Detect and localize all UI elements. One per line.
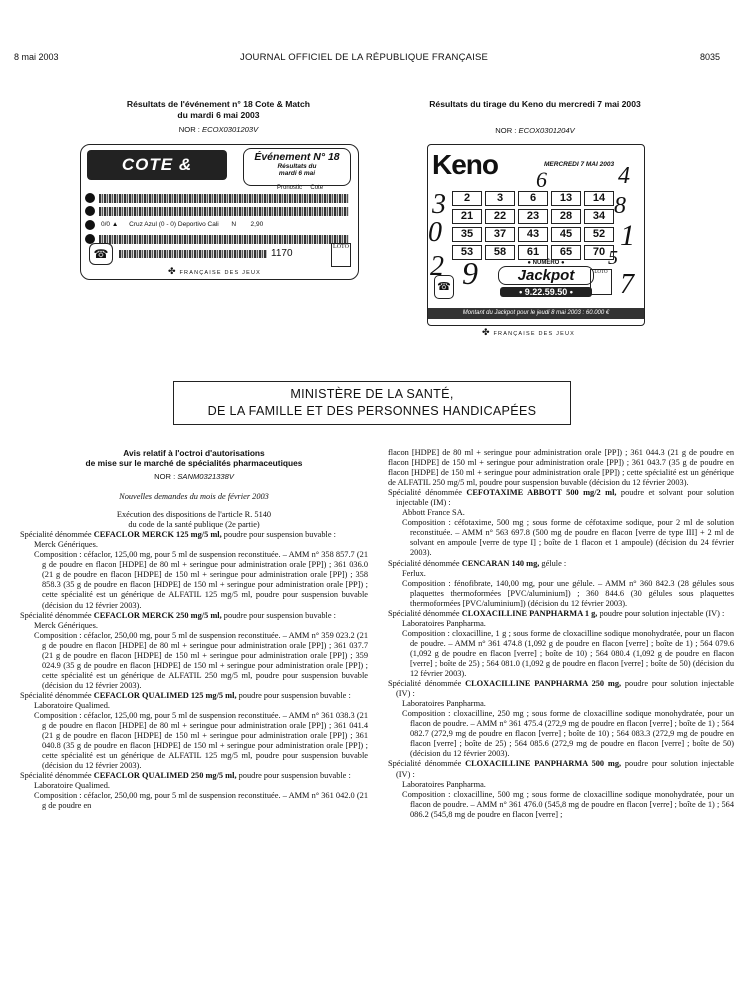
results-label: Résultats du — [277, 163, 317, 170]
clover-icon: ✤ — [168, 266, 177, 276]
loto-label: LOTO — [333, 244, 349, 250]
phone-icon: ☎ — [89, 243, 113, 265]
loto-label: LOTO — [594, 270, 608, 275]
keno-number: 3 — [485, 191, 515, 206]
keno-number: 58 — [485, 245, 515, 260]
specialty-form: poudre pour suspension buvable : — [221, 530, 336, 540]
jackpot-number: • 9.22.59.50 • — [500, 287, 592, 297]
specialty-heading — [20, 611, 368, 621]
keno-heading — [397, 99, 673, 135]
bullet-icon — [85, 220, 95, 230]
specialty-form: gélule : — [539, 558, 567, 568]
specialty-name: CEFACLOR QUALIMED 125 mg/5 ml, — [93, 690, 237, 700]
specialty-heading — [388, 759, 734, 779]
keno-ticket — [427, 144, 645, 326]
loto-box — [590, 269, 612, 295]
composition-text: Composition : cloxacilline, 500 mg ; sous forme de cloxacilline sodique monohydratée, pour un flacon de poudre. – AMM n° 361 476.0 (545,8 mg de poudre en flacon [verre] ; boîte de 1) ; 564 086.2 (545,8 mg de poudre en flacon [verre] ; — [402, 789, 734, 819]
jackpot-amount: Montant du Jackpot pour le jeudi 8 mai 2003 : 60.000 € — [428, 308, 644, 319]
row-code: 0/0 ▲ — [101, 221, 119, 228]
cote-match-heading — [80, 99, 357, 134]
fdj-brand-keno — [482, 327, 575, 338]
specialty-form: poudre pour solution injectable (IV) : — [396, 679, 734, 699]
laboratory-name: Laboratoires Panpharma. — [402, 618, 486, 628]
specialty-prefix: Spécialité dénommée — [388, 679, 466, 689]
column-headers — [277, 185, 323, 191]
deco-digit: 5 — [608, 247, 618, 269]
fdj-brand-cm — [168, 266, 261, 277]
deco-digit: 3 — [432, 189, 446, 220]
keno-title: Résultats du tirage du Keno du mercredi 7 mai 2003 — [429, 99, 641, 109]
header-date: 8 mai 2003 — [14, 52, 59, 62]
brand-text: FRANÇAISE DES JEUX — [493, 331, 575, 337]
right-column — [388, 448, 734, 820]
keno-number: 2 — [452, 191, 482, 206]
avis-title-2: de mise sur le marché de spécialités pharmaceutiques — [85, 458, 303, 468]
keno-number: 65 — [551, 245, 581, 260]
deco-digit: 0 — [428, 217, 442, 248]
keno-logo: Keno — [432, 149, 498, 180]
ministry-banner — [173, 381, 571, 425]
right-body — [388, 448, 734, 820]
specialty-heading — [388, 559, 734, 569]
specialty-form: poudre pour suspension buvable : — [236, 690, 351, 700]
avis-subtitle: Nouvelles demandes du mois de février 2003 — [119, 492, 269, 502]
specialty-prefix: Spécialité dénommée — [388, 759, 466, 769]
composition-text: Composition : céfotaxime, 500 mg ; sous forme de céfotaxime sodique, pour 2 ml de solution reconstituée. – AMM n° 563 697.8 (500 mg de poudre en flacon [verre de type III] + 2 ml de solvant en ampoule [verre de type I] ; boîte de 1 flacon et 1 ampoule) (décision du 24 février 2003). — [402, 518, 734, 558]
col-cote: Cote — [310, 185, 324, 191]
col-pronostic: Pronostic — [277, 185, 303, 191]
composition-text: Composition : céfaclor, 125,00 mg, pour 5 ml de suspension reconstituée. – AMM n° 358 857.7 (21 g de poudre en flacon [HDPE] de 80 ml + seringue pour administration orale [PP]) ; 361 036.0 (21 g de poudre en flacon [HDPE] de 150 ml + seringue pour administration orale [PP]) ; 358 858.3 (35 g de poudre en flacon [HDPE] de 150 ml + seringue pour administration orale [PP]) ; cette spécialité est un générique de ALFATIL 125 mg/5 ml, poudre pour suspension buvable (décision du 12 février 2003). — [34, 550, 368, 610]
phone-icon: ☎ — [434, 275, 454, 299]
clover-icon: ✤ — [482, 327, 491, 337]
specialty-heading — [20, 771, 368, 781]
specialty-name: CEFACLOR MERCK 250 mg/5 ml, — [93, 610, 222, 620]
specialty-form: poudre pour solution injectable (IV) : — [396, 759, 734, 779]
keno-number: 21 — [452, 209, 482, 224]
row-match: Cruz Azul (0 - 0) Deportivo Cali — [129, 221, 219, 228]
bullet-icon — [85, 193, 95, 203]
laboratory-name: Merck Génériques. — [34, 540, 98, 550]
composition-text: Composition : céfaclor, 125,00 mg, pour 5 ml de suspension reconstituée. – AMM n° 361 038.3 (21 g de poudre en flacon [HDPE] de 80 ml + seringue pour administration orale [PP]) ; 361 041.4 (21 g de poudre en flacon [HDPE] de 150 ml + seringue pour administration orale [PP]) ; 361 040.8 (35 g de poudre en flacon [HDPE] de 150 ml + seringue pour administration orale [PP]) ; cette spécialité est un générique de ALFATIL 125 mg/5 ml, poudre pour suspension buvable (décision du 12 février 2003). — [34, 711, 368, 771]
composition-text: Composition : fénofibrate, 140,00 mg, pour une gélule. – AMM n° 360 842.3 (28 gélules sous plaquettes thermoformées [PVC/aluminium]) ; 360 844.6 (30 gélules sous plaquettes thermoformées [PVC/aluminium]) (décision du 12 février 2003). — [402, 578, 734, 608]
specialty-name: CLOXACILLINE PANPHARMA 1 g, — [461, 608, 598, 618]
laboratory-name: Laboratoires Panpharma. — [402, 779, 486, 789]
specialty-form: poudre pour suspension buvable : — [221, 610, 336, 620]
keno-date: MERCREDI 7 MAI 2003 — [544, 161, 615, 168]
avis-title-1: Avis relatif à l'octroi d'autorisations — [123, 448, 265, 458]
bullet-icon — [85, 206, 95, 216]
laboratory-name: Ferlux. — [402, 568, 426, 578]
keno-number: 43 — [518, 227, 548, 242]
specialty-prefix: Spécialité dénommée — [20, 690, 94, 700]
keno-nor — [397, 126, 673, 135]
specialty-prefix: Spécialité dénommée — [388, 488, 467, 498]
page-number: 8035 — [700, 52, 721, 62]
deco-digit: 9 — [462, 255, 478, 291]
composition-text: Composition : cloxacilline, 1 g ; sous forme de cloxacilline sodique monohydratée, pour un flacon de poudre. – AMM n° 361 474.8 (1,092 g de poudre en flacon [verre] ; boîte de 1) ; 564 079.6 (1,092 g de poudre en flacon [verre] ; boîte de 10) ; 564 080.4 (1,092 g de poudre en flacon [verre] ; boîte de 25) ; 564 081.0 (1,092 g de poudre en flacon [verre] ; boîte de 50) (décision du 12 février 2003). — [402, 628, 734, 679]
laboratory-name: Laboratoire Qualimed. — [34, 781, 110, 791]
event-code: 1170 — [271, 248, 293, 259]
cote-match-nor — [80, 125, 357, 134]
laboratory-name: Merck Génériques. — [34, 620, 98, 630]
redacted-row — [99, 207, 349, 216]
avis-nor — [20, 472, 368, 482]
specialty-name: CLOXACILLINE PANPHARMA 500 mg, — [465, 759, 622, 769]
specialty-name: CENCARAN 140 mg, — [461, 558, 540, 568]
cote-match-title-1: Résultats de l'événement n° 18 Cote & Match — [126, 99, 311, 109]
jackpot-word: Jackpot — [498, 266, 594, 285]
laboratory-name: Laboratoire Qualimed. — [34, 700, 110, 710]
deco-digit: 1 — [620, 219, 635, 252]
row-prono: N — [231, 221, 237, 228]
deco-digit: 6 — [536, 167, 547, 192]
specialty-heading — [20, 691, 368, 701]
nor-code: SANM0321338V — [177, 472, 234, 481]
laboratory-name: Abbott France SA. — [402, 508, 465, 518]
keno-number: 34 — [584, 209, 614, 224]
redacted-row — [99, 194, 349, 203]
deco-digit: 7 — [620, 269, 634, 300]
cote-match-logo: COTE & — [87, 150, 227, 180]
specialty-name: CEFACLOR MERCK 125 mg/5 ml, — [93, 530, 222, 540]
keno-number: 61 — [518, 245, 548, 260]
specialty-heading — [388, 679, 734, 699]
keno-number: 52 — [584, 227, 614, 242]
keno-number-grid — [452, 191, 614, 260]
specialty-prefix: Spécialité dénommée — [388, 558, 462, 568]
deco-digit: 4 — [618, 163, 630, 189]
keno-number: 23 — [518, 209, 548, 224]
keno-number: 35 — [452, 227, 482, 242]
cote-match-ticket — [80, 144, 359, 280]
event-number: Événement N° 18 — [254, 151, 340, 163]
specialty-form: poudre et solvant pour solution injectable (IM) : — [396, 488, 735, 508]
specialty-prefix: Spécialité dénommée — [20, 771, 94, 781]
keno-number: 14 — [584, 191, 614, 206]
journal-title: JOURNAL OFFICIEL DE LA RÉPUBLIQUE FRANÇAISE — [240, 52, 489, 63]
specialty-form: poudre pour suspension buvable : — [236, 771, 351, 781]
nor-code: ECOX0301203V — [202, 125, 259, 134]
row-cote: 2,90 — [250, 221, 264, 228]
keno-number: 37 — [485, 227, 515, 242]
deco-digit: 2 — [430, 251, 444, 282]
specialty-heading — [388, 609, 734, 619]
nor-label: NOR : — [178, 125, 200, 134]
specialty-form: poudre pour solution injectable (IV) : — [597, 608, 725, 618]
exec-line-1: Exécution des dispositions de l'article R. 5140 — [116, 510, 272, 520]
results-date: mardi 6 mai — [278, 170, 316, 177]
keno-number: 22 — [485, 209, 515, 224]
nor-code: ECOX0301204V — [518, 125, 575, 135]
composition-text: Composition : céfaclor, 250,00 mg, pour 5 ml de suspension reconstituée. – AMM n° 359 023.2 (21 g de poudre en flacon [HDPE] de 80 ml + seringue pour administration orale [PP]) ; 361 037.7 (21 g de poudre en flacon [HDPE] de 150 ml + seringue pour administration orale [PP]) ; 359 024.9 (35 g de poudre en flacon [HDPE] de 150 ml + seringue pour administration orale [PP]) ; cette spécialité est un générique de ALFATIL 250 mg/5 ml, poudre pour suspension buvable (décision du 12 février 2003). — [34, 630, 368, 690]
ministry-line-1: MINISTÈRE DE LA SANTÉ, — [290, 387, 454, 401]
cote-match-title-2: du mardi 6 mai 2003 — [177, 109, 260, 120]
keno-number: 70 — [584, 245, 614, 260]
specialty-prefix: Spécialité dénommée — [20, 530, 94, 540]
deco-digit: 8 — [614, 193, 626, 219]
result-row — [101, 221, 263, 228]
nor-label: NOR : — [154, 472, 176, 481]
numero-label: ● NUMÉRO ● — [527, 260, 565, 266]
left-body — [20, 530, 368, 811]
jackpot-box — [486, 260, 606, 310]
composition-text: Composition : céfaclor, 250,00 mg, pour 5 ml de suspension reconstituée. – AMM n° 361 042.0 (21 g de poudre en — [34, 791, 368, 811]
nor-label: NOR : — [495, 125, 517, 135]
event-box — [243, 148, 351, 186]
ministry-line-2: DE LA FAMILLE ET DES PERSONNES HANDICAPÉES — [207, 404, 537, 418]
laboratory-name: Laboratoires Panpharma. — [402, 699, 486, 709]
loto-box — [331, 243, 351, 267]
composition-text: Composition : cloxacilline, 250 mg ; sous forme de cloxacilline sodique monohydratée, pour un flacon de poudre. – AMM n° 361 475.4 (272,9 mg de poudre en flacon [verre] ; boîte de 1) ; 564 082.7 (272,9 mg de poudre en flacon [verre] ; boîte de 10) ; 564 083.3 (272,9 mg de poudre en flacon [verre] ; boîte de 25) ; 564 085.6 (272,9 mg de poudre en flacon [verre] ; boîte de 50) (décision du 12 février 2003). — [402, 709, 734, 759]
specialty-name: CLOXACILLINE PANPHARMA 250 mg, — [465, 679, 622, 689]
specialty-name: CEFOTAXIME ABBOTT 500 mg/2 ml, — [466, 488, 617, 498]
keno-number: 6 — [518, 191, 548, 206]
keno-number: 53 — [452, 245, 482, 260]
continued-text: flacon [HDPE] de 80 ml + seringue pour administration orale [PP]) ; 361 044.3 (21 g de poudre en flacon [HDPE] de 150 ml + seringue pour administration orale [PP]) ; 361 043.7 (35 g de poudre en flacon [HDPE] de 150 ml + seringue pour administration orale [PP]) ; cette spécialité est un générique de ALFATIL 250 mg/5 ml, poudre pour suspension buvable (décision du 12 février 2003). — [388, 448, 734, 488]
specialty-name: CEFACLOR QUALIMED 250 mg/5 ml, — [93, 771, 237, 781]
specialty-prefix: Spécialité dénommée — [20, 610, 94, 620]
keno-number: 28 — [551, 209, 581, 224]
keno-number: 45 — [551, 227, 581, 242]
redacted-line — [119, 250, 267, 258]
keno-number: 13 — [551, 191, 581, 206]
specialty-heading — [388, 488, 734, 508]
brand-text: FRANÇAISE DES JEUX — [179, 270, 261, 276]
redacted-row — [99, 235, 349, 244]
left-column — [20, 448, 368, 812]
specialty-prefix: Spécialité dénommée — [388, 608, 462, 618]
exec-line-2: du code de la santé publique (2e partie) — [128, 520, 260, 530]
specialty-heading — [20, 530, 368, 540]
